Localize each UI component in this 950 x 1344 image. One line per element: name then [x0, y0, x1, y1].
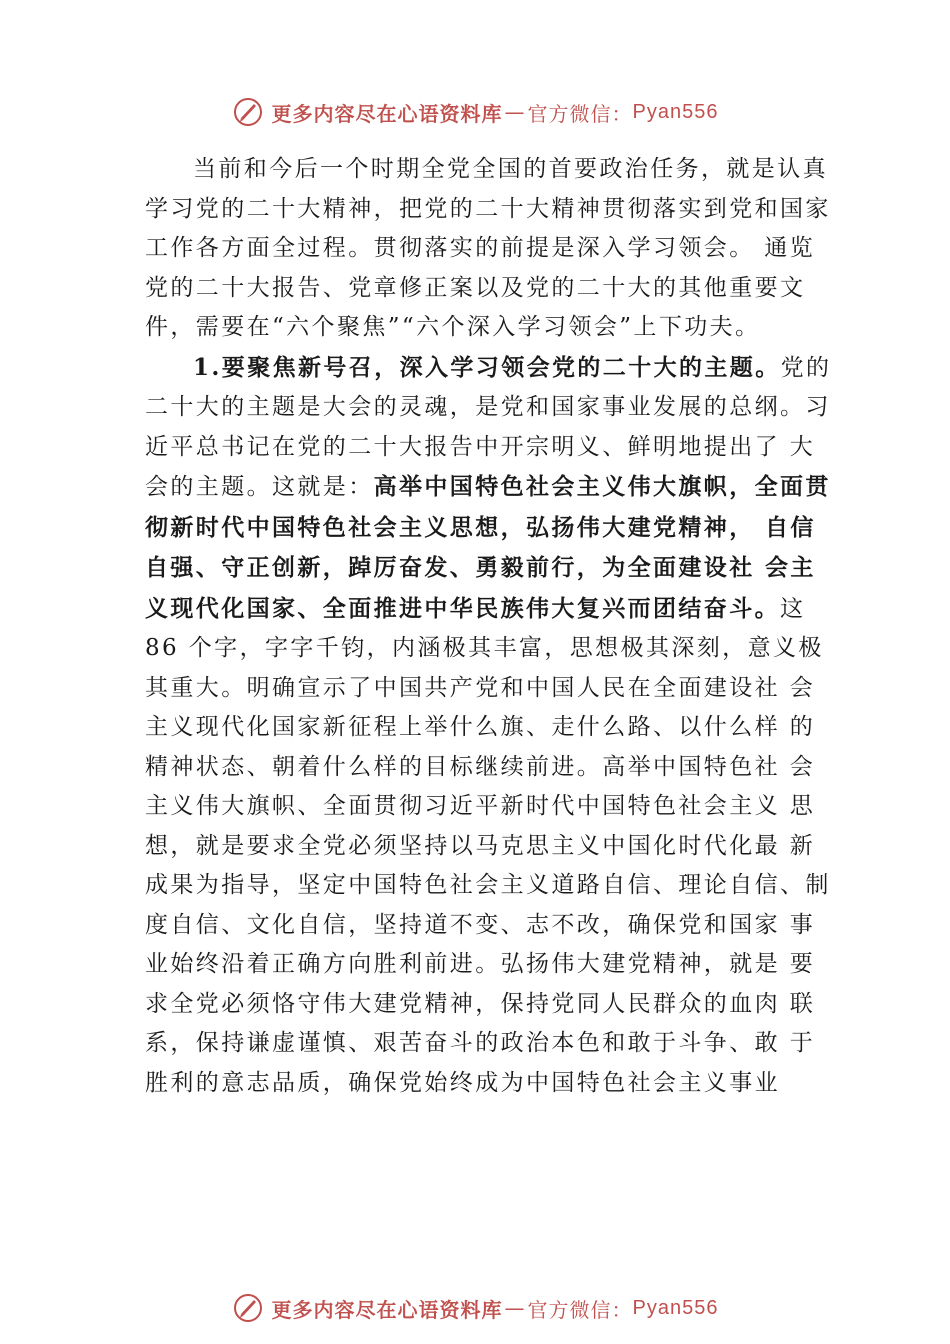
footer-separator: — [504, 1296, 526, 1320]
theme-explanation-text: 这 86 个字，字字千钧，内涵极其丰富，思想极其深刻，意义极其重大。明确宣示了中国共产党和中国人民在全面建设社 会主义现代化国家新征程上举什么旗、走什么路、以什么样 的精神状态、朝着什么样的目标继续前进。高举中国特色社 会主义伟大旗帜、全面贯彻习近平新时代中国特色社会主义 思想，就是要求全党必须坚持以马克思主义中国化时代化最 新成果为指导，坚定中国特色社会主义道路自信、理论自信、制度自信、文化自信，坚持道不变、志不改，确保党和国家 事业始终沿着正确方向胜利前进。弘扬伟大建党精神，就是 要求全党必须恪守伟大建党精神，保持党同人民群众的血肉 联系，保持谦虚谨慎、艰苦奋斗的政治本色和敢于斗争、敢 于胜利的意志品质，确保党始终成为中国特色社会主义事业 [145, 595, 831, 1096]
footer-wechat-id: Pyan556 [632, 1296, 719, 1319]
footer-banner [0, 1288, 950, 1328]
brand-logo-icon [232, 96, 264, 128]
section-heading: 1.要聚焦新号召，深入学习领会党的二十大的主题。 [193, 353, 781, 381]
footer-wechat-label: 官方微信： [527, 1297, 633, 1322]
brand-logo-icon [232, 1292, 264, 1324]
footer-brand: 更多内容尽在心语资料库 [271, 1297, 503, 1322]
document-body [145, 150, 835, 1103]
theme-intro-text: 党的二十大的主题是大会的灵魂，是党和国家事业发展的总纲。习近平总书记在党的二十大报告中开宗明义、鲜明地提出了 大会的主题。这就是： [145, 354, 832, 500]
header-wechat-label: 官方微信： [527, 101, 633, 126]
paragraph-intro: 当前和今后一个时期全党全国的首要政治任务，就是认真学习党的二十大精神，把党的二十大精神贯彻落实到党和国家工作各方面全过程。贯彻落实的前提是深入学习领会。 通览党的二十大报告、党章修正案以及党的二十大的其他重要文件，需要在“六个聚焦”“六个深入学习领会”上下功夫。 [145, 156, 831, 340]
header-separator: — [504, 100, 526, 124]
paragraph-theme [145, 348, 835, 1104]
header-brand: 更多内容尽在心语资料库 [271, 101, 503, 126]
header-wechat-id: Pyan556 [632, 100, 719, 123]
header-banner [0, 92, 950, 132]
theme-statement: 高举中国特色社会主义伟大旗帜，全面贯彻新时代中国特色社会主义思想，弘扬伟大建党精神， 自信自强、守正创新，踔厉奋发、勇毅前行，为全面建设社 会主义现代化国家、全面推进中华民族伟大复兴而团结奋斗。 [145, 473, 831, 622]
